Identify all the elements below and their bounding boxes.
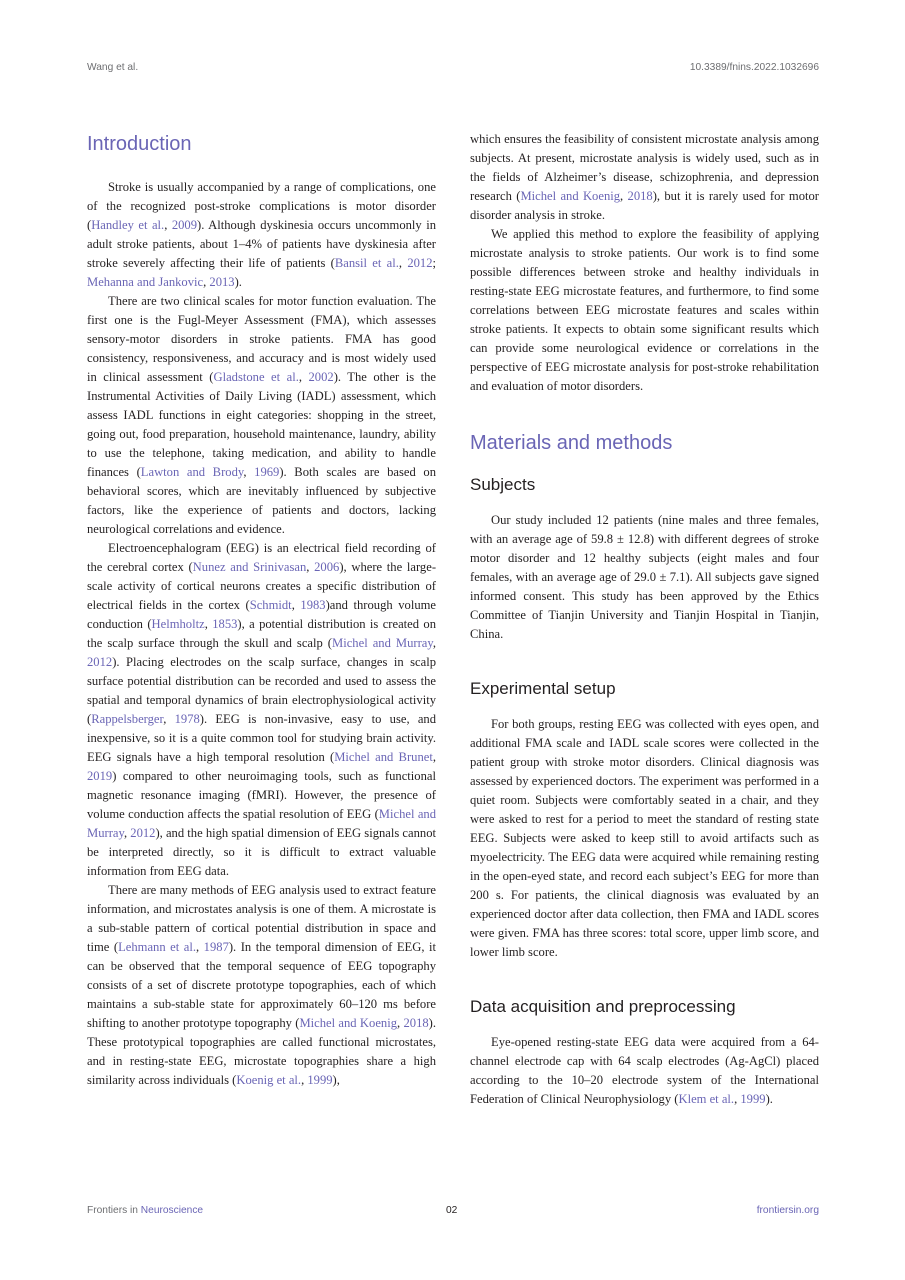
paragraph-text: ), a potential distribution is created on the scalp surface through the skull and scalp (	[87, 617, 436, 650]
citation-year-link[interactable]: 1999	[307, 1073, 333, 1087]
paragraph-text: ,	[301, 1073, 308, 1087]
footer-journal-prefix: Frontiers in	[87, 1205, 141, 1216]
citation-year-link[interactable]: 1978	[174, 712, 200, 726]
paragraph-text: ,	[432, 750, 436, 764]
paragraph-text: ), where the large-scale activity of cortical neurons creates a specific distribution of electrical fields in the cortex (	[87, 560, 437, 612]
paragraph-text: ,	[123, 826, 131, 840]
intro-paragraph-3	[87, 539, 436, 881]
subjects-paragraph: Our study included 12 patients (nine males and three females, with an average age of 59.8 ± 12.8) with different degrees of stroke motor disorder and 12 healthy subjects (eight males and four females, with an average age of 29.0 ± 7.1). All subjects gave signed informed consent. This study has been approved by the Ethics Committee of Tianjin University and Tianjin Hospital in Tianjin, China.	[470, 513, 819, 641]
paragraph-text: ;	[432, 256, 436, 270]
section-title-materials-methods: Materials and methods	[470, 432, 673, 454]
citation-year-link[interactable]: 2018	[627, 189, 653, 203]
citation-year-link[interactable]: 2009	[171, 218, 198, 232]
paragraph-text: ). Placing electrodes on the scalp surface, changes in scalp surface potential distribution can be recorded and used to assess the spatial and temporal dynamics of brain electrophysiological activity (	[87, 655, 436, 726]
running-head-doi[interactable]: 10.3389/fnins.2022.1032696	[689, 62, 819, 73]
citation-author-link[interactable]: Handley et al.	[91, 218, 165, 232]
paragraph-text: We applied this method to explore the feasibility of applying microstate analysis to stroke patients. Our work is to find some possible differences between stroke and healthy individuals in resting-state EEG microstate features, and furthermore, to find some correlations between EEG microstate features and scales within stroke patients. It expects to obtain some significant results which can provide some neurological evidence or correlations in the perspective of EEG microstate analysis for post-stroke rehabilitation and evaluation of motor disorders.	[470, 227, 819, 393]
paragraph-text: ,	[196, 940, 204, 954]
paragraph-text: Eye-opened resting-state EEG data were acquired from a 64-channel electrode cap with 64 scalp electrodes (Ag-AgCl) placed according to the 10–20 electrode system of the International Federation of Clinical Neurophysiology (	[470, 1035, 819, 1106]
citation-year-link[interactable]: 1983	[300, 598, 326, 612]
paragraph-text: ,	[291, 598, 301, 612]
paragraph-text: ,	[398, 256, 408, 270]
citation-year-link[interactable]: 2006	[314, 560, 340, 574]
citation-year-link[interactable]: 2002	[308, 370, 334, 384]
intro-paragraph-aim	[470, 225, 819, 396]
paragraph-text: ,	[620, 189, 628, 203]
intro-paragraph-2	[87, 292, 436, 539]
paragraph-text: There are two clinical scales for motor function evaluation. The first one is the Fugl-Meyer Assessment (FMA), which assesses sensory-motor disorders in stroke patients. FMA has good consistency, responsiveness, and accuracy and is most widely used in clinical assessment (	[87, 294, 436, 384]
citation-author-link[interactable]: Lehmann et al.	[118, 940, 196, 954]
paragraph-text: Electroencephalogram (EEG) is an electrical field recording of the cerebral cortex (	[87, 541, 436, 574]
left-column	[87, 130, 436, 1090]
citation-year-link[interactable]: 2018	[403, 1016, 429, 1030]
subsection-title-data-acquisition: Data acquisition and preprocessing	[470, 997, 736, 1016]
paragraph-text: There are many methods of EEG analysis used to extract feature information, and microstates analysis is one of them. A microstate is a sub-stable pattern of cortical potential distribution in space and time (	[87, 883, 436, 954]
paragraph-text: ,	[164, 218, 172, 232]
paragraph-text: ,	[397, 1016, 404, 1030]
citation-year-link[interactable]: 2012	[87, 655, 113, 669]
citation-year-link[interactable]: 2012	[130, 826, 156, 840]
subsection-title-experimental-setup: Experimental setup	[470, 679, 616, 698]
paragraph-text: ,	[203, 275, 210, 289]
citation-year-link[interactable]: 2013	[209, 275, 235, 289]
citation-author-link[interactable]: Michel and Brunet	[334, 750, 433, 764]
citation-author-link[interactable]: Schmidt	[249, 598, 292, 612]
intro-paragraph-4	[87, 881, 436, 1090]
paragraph-text: ) compared to other neuroimaging tools, such as functional magnetic resonance imaging (fMRI). However, the presence of volume conduction affects the spatial resolution of EEG (	[87, 769, 436, 821]
paragraph-text: ,	[306, 560, 315, 574]
citation-author-link[interactable]: Klem et al.	[678, 1092, 735, 1106]
citation-author-link[interactable]: Gladstone et al.	[213, 370, 299, 384]
footer-site-link[interactable]: frontiersin.org	[756, 1205, 819, 1216]
citation-author-link[interactable]: Koenig et al.	[236, 1073, 302, 1087]
paragraph-text: ).	[765, 1092, 773, 1106]
citation-author-link[interactable]: Bansil et al.	[334, 256, 399, 270]
citation-author-link[interactable]: Michel and Koenig	[520, 189, 621, 203]
paragraph-text: ). Although dyskinesia occurs uncommonly in adult stroke patients, about 1–4% of patients have dyskinesia after stroke severely affecting their life of patients (	[87, 218, 436, 270]
citation-year-link[interactable]: 1999	[740, 1092, 766, 1106]
setup-paragraph: For both groups, resting EEG was collected with eyes open, and additional FMA scale and IADL scale scores were collected in the patient group with stroke motor disorders. Clinical diagnosis was assessed by experienced doctors. The experiment was performed in a quiet room. Subjects were comfortably seated in a chair, and they were asked to rest for a period to meet the standard of resting state EEG. Subjects were asked to keep still to avoid artifacts such as myoelectricity. The EEG data were acquired while remaining resting in the open-eyed state, and record each subject’s EEG for more than 200 s. For patients, the clinical diagnosis was evaluated by an experienced doctor after data collection, then FMA and IADL scores were given. FMA has three scores: total score, upper limb score, and lower limb score.	[470, 717, 819, 959]
acquisition-paragraph	[470, 1033, 819, 1109]
citation-author-link[interactable]: Nunez and Srinivasan	[192, 560, 307, 574]
paragraph-text: ). Both scales are based on behavioral scores, which are inevitably influenced by subjective factors, like the experience of patients and doctors, lacking neurological correlations and evidence.	[87, 465, 436, 536]
page-number: 02	[446, 1205, 458, 1216]
paragraph-text: ,	[204, 617, 213, 631]
section-title-introduction: Introduction	[87, 133, 192, 155]
citation-author-link[interactable]: Helmholtz	[151, 617, 205, 631]
paragraph-text: ). EEG is non-invasive, easy to use, and inexpensive, so it is a quite common tool for studying brain activity. EEG signals have a high temporal resolution (	[87, 712, 437, 764]
paragraph-text: Stroke is usually accompanied by a range of complications, one of the recognized post-stroke complications is motor disorder (	[87, 180, 436, 232]
paragraph-text: ). These prototypical topographies are called functional microstates, and in resting-state EEG, microstate topographies share a high similarity across individuals (	[87, 1016, 436, 1087]
paragraph-text: ,	[298, 370, 309, 384]
intro-paragraph-1	[87, 178, 436, 292]
citation-author-link[interactable]: Mehanna and Jankovic	[87, 275, 204, 289]
citation-year-link[interactable]: 2012	[407, 256, 433, 270]
paragraph-text: )and through volume conduction (	[87, 598, 437, 631]
paragraph-text: ,	[432, 636, 436, 650]
running-head-authors: Wang et al.	[87, 62, 139, 73]
citation-author-link[interactable]: Michel and Koenig	[299, 1016, 397, 1030]
paragraph-text: ). In the temporal dimension of EEG, it can be observed that the temporal sequence of EEG topography consists of a set of discrete prototype topographies, each of which maintains a sub-stable state for approximately 60–120 ms before shifting to another prototype topography (	[87, 940, 437, 1030]
paragraph-text: ), but it is rarely used for motor disorder analysis in stroke.	[470, 189, 819, 222]
paragraph-text: ), and the high spatial dimension of EEG signals cannot be interpreted directly, so it is difficult to extract valuable information from EEG data.	[87, 826, 437, 878]
paragraph-text: which ensures the feasibility of consistent microstate analysis among subjects. At present, microstate analysis is widely used, such as in the fields of Alzheimer’s disease, schizophrenia, and depression research (	[470, 132, 819, 203]
citation-author-link[interactable]: Michel and Murray	[332, 636, 433, 650]
citation-year-link[interactable]: 2019	[87, 769, 113, 783]
footer-journal	[87, 1205, 203, 1216]
citation-author-link[interactable]: Michel and Murray	[87, 807, 437, 840]
paragraph-text: ,	[163, 712, 175, 726]
right-column	[470, 130, 819, 1109]
footer-journal-name[interactable]: Neuroscience	[140, 1205, 204, 1216]
paragraph-text: ).	[234, 275, 242, 289]
subsection-title-subjects: Subjects	[470, 475, 536, 494]
paragraph-text: ,	[734, 1092, 741, 1106]
citation-year-link[interactable]: 1969	[254, 465, 280, 479]
paragraph-text: ). The other is the Instrumental Activities of Daily Living (IADL) assessment, which assess IADL functions in eight categories: shopping in the street, going out, food preparation, household maintenance, laundry, ability to use the telephone, taking medication, and ability to handle finances (	[87, 370, 436, 479]
intro-paragraph-continued	[470, 130, 819, 225]
citation-year-link[interactable]: 1853	[212, 617, 238, 631]
citation-author-link[interactable]: Lawton and Brody	[140, 465, 244, 479]
paragraph-text: ,	[243, 465, 255, 479]
citation-year-link[interactable]: 1987	[203, 940, 229, 954]
paragraph-text: ),	[332, 1073, 340, 1087]
citation-author-link[interactable]: Rappelsberger	[91, 712, 164, 726]
